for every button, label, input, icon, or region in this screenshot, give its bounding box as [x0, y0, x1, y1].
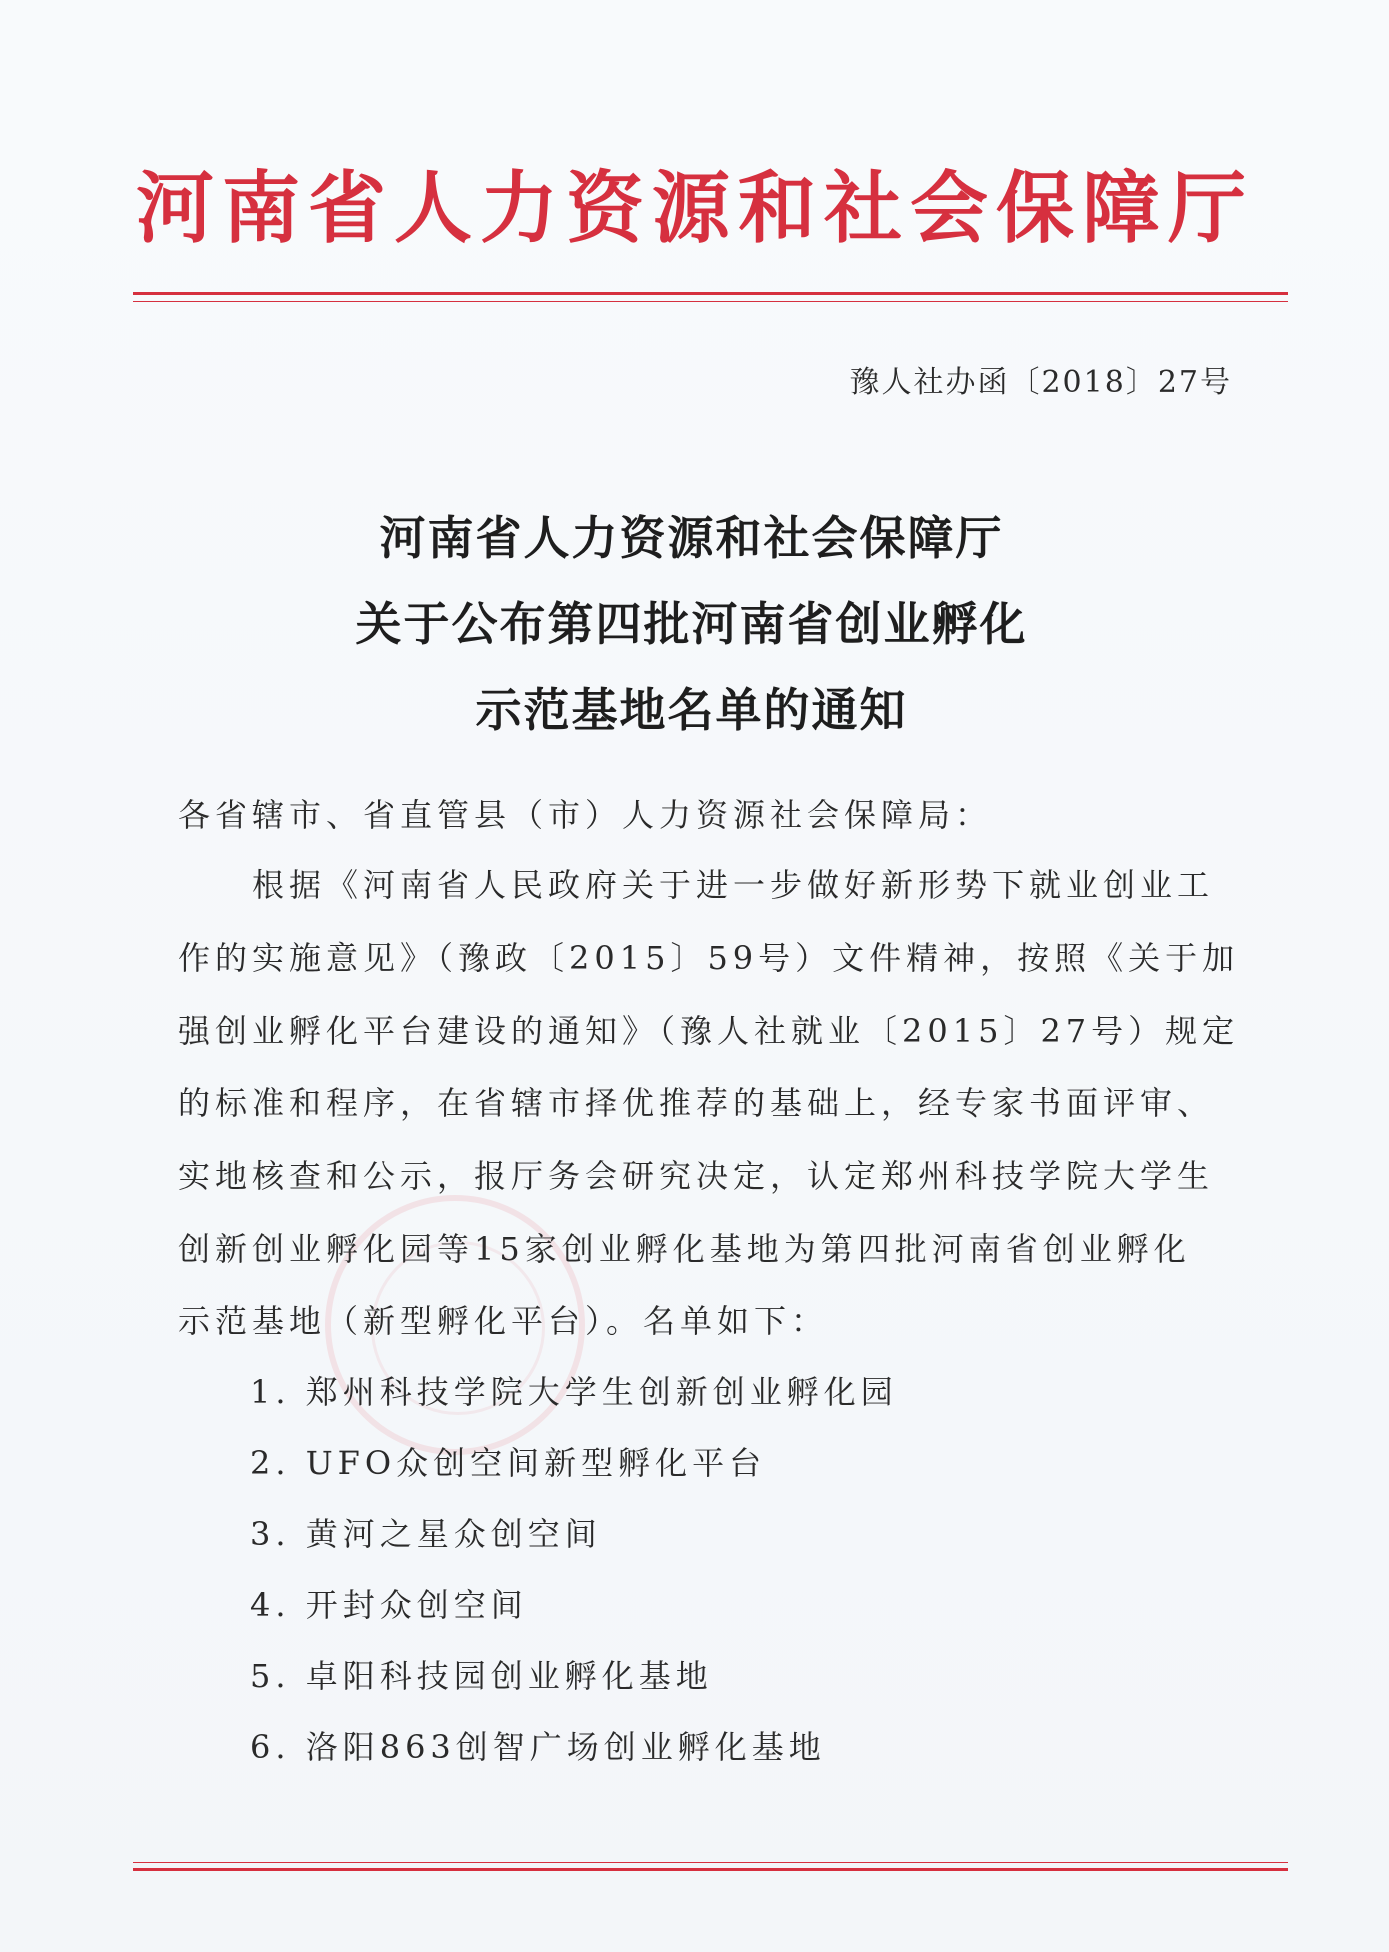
body-line: 实地核查和公示，报厅务会研究决定，认定郑州科技学院大学生	[178, 1157, 1215, 1195]
body-line: 的标准和程序，在省辖市择优推荐的基础上，经专家书面评审、	[178, 1084, 1215, 1122]
body-line: 创新创业孵化园等15家创业孵化基地为第四批河南省创业孵化	[178, 1230, 1191, 1268]
list-item: 2. UFO众创空间新型孵化平台	[250, 1444, 767, 1482]
title-line-1: 河南省人力资源和社会保障厅	[379, 511, 1004, 565]
letterhead-rule-thin	[133, 301, 1288, 302]
footer-rule-thin	[133, 1862, 1288, 1863]
body-line: 示范基地（新型孵化平台）。名单如下：	[178, 1302, 829, 1340]
letterhead-title: 河南省人力资源和社会保障厅	[135, 163, 1254, 254]
list-item: 6. 洛阳863创智广场创业孵化基地	[250, 1728, 826, 1766]
body-line: 作的实施意见》（豫政〔2015〕59号）文件精神，按照《关于加	[178, 939, 1240, 977]
footer-rule-thick	[133, 1868, 1288, 1871]
list-item: 5. 卓阳科技园创业孵化基地	[250, 1657, 713, 1695]
body-line: 根据《河南省人民政府关于进一步做好新形势下就业创业工	[178, 866, 1215, 904]
list-item: 3. 黄河之星众创空间	[250, 1515, 602, 1553]
letterhead-rule-thick	[133, 292, 1288, 295]
title-line-2: 关于公布第四批河南省创业孵化	[355, 597, 1028, 651]
salutation: 各省辖市、省直管县（市）人力资源社会保障局：	[178, 796, 993, 834]
list-item: 1. 郑州科技学院大学生创新创业孵化园	[250, 1373, 898, 1411]
list-item: 4. 开封众创空间	[250, 1586, 528, 1624]
document-number: 豫人社办函〔2018〕27号	[849, 365, 1232, 400]
body-line: 强创业孵化平台建设的通知》（豫人社就业〔2015〕27号）规定	[178, 1012, 1240, 1050]
title-line-3: 示范基地名单的通知	[475, 683, 908, 737]
